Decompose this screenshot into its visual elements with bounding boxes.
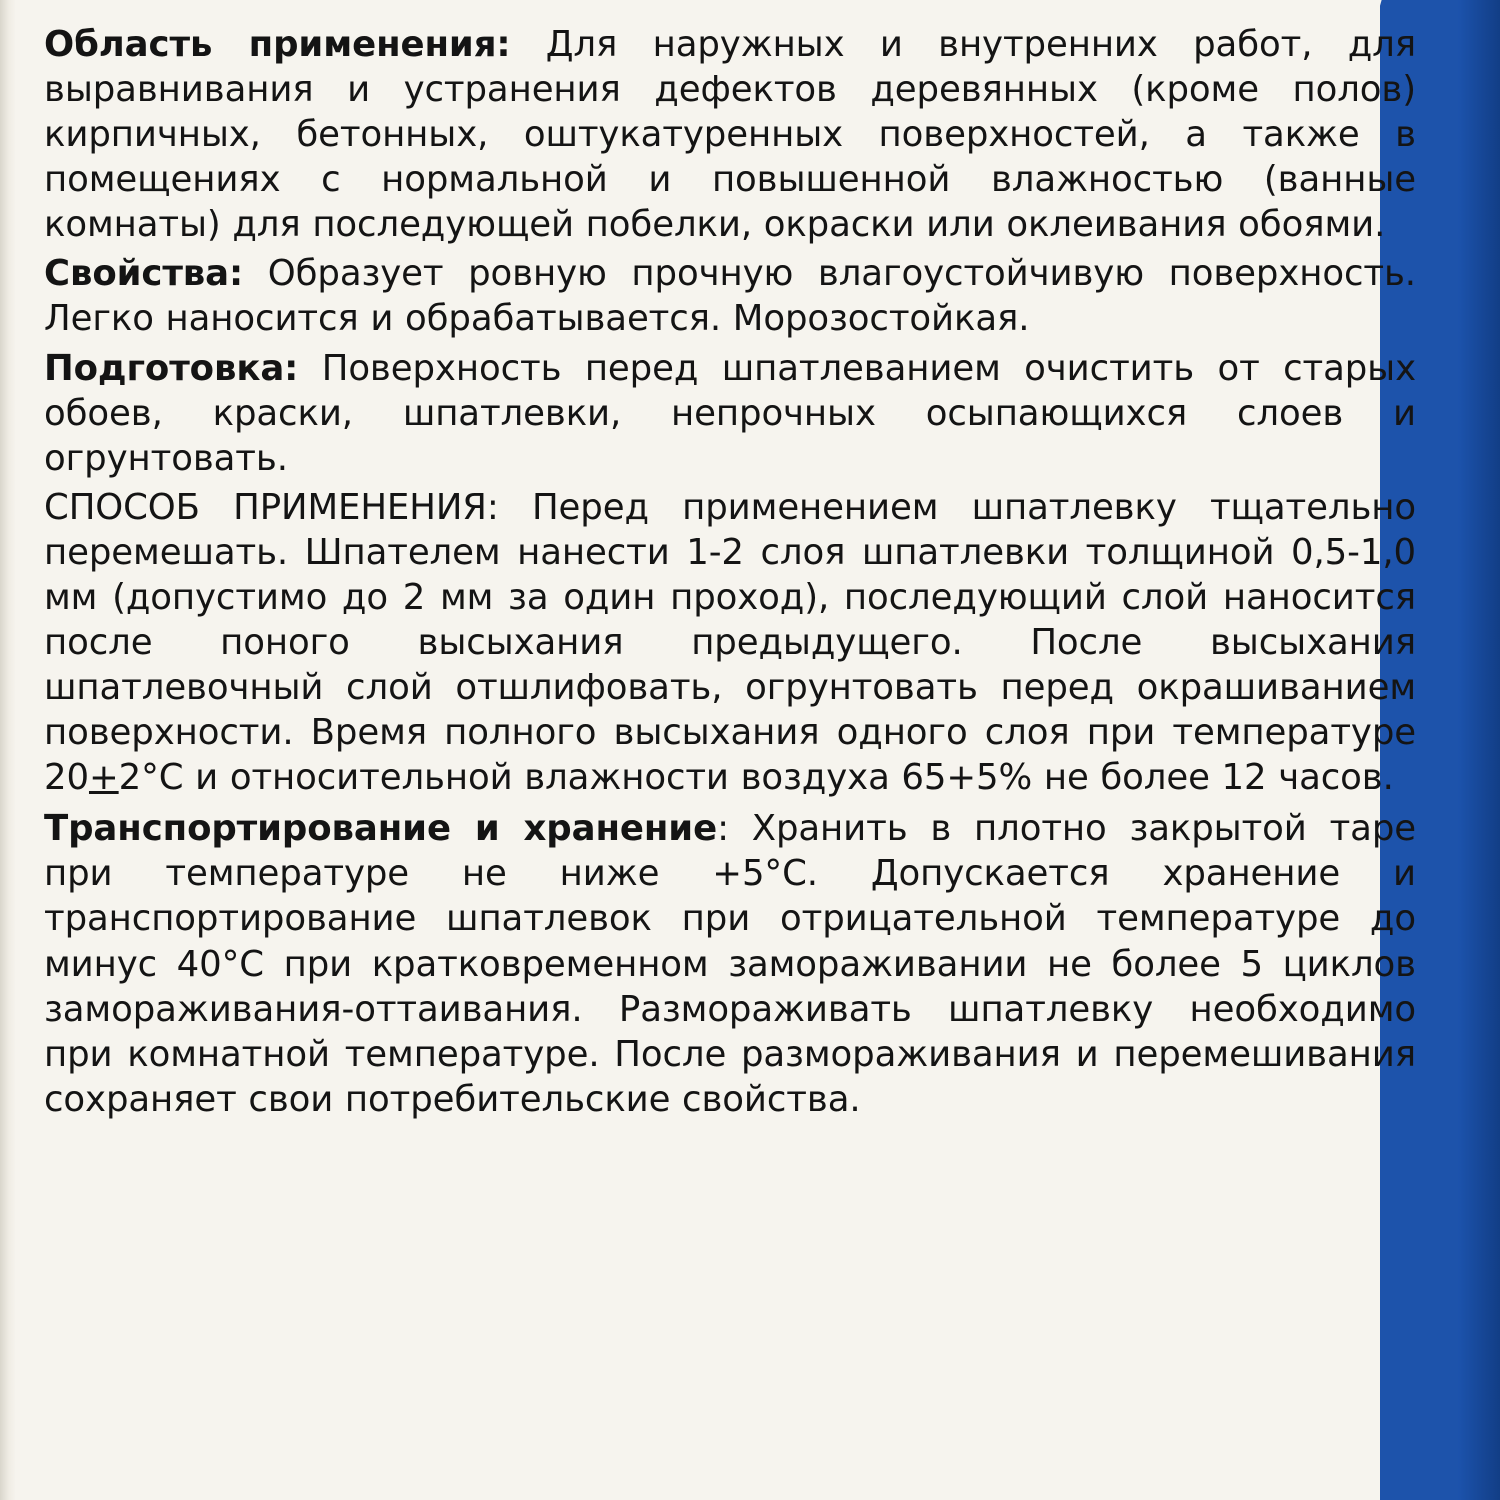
label-text-content xyxy=(44,22,1416,1122)
section-preparation xyxy=(44,346,1416,481)
section-method-body-part-2: и относительной влажности воздуха 65+5% не более 12 часов. xyxy=(183,757,1394,799)
section-method-heading: СПОСОБ ПРИМЕНЕНИЯ: xyxy=(44,486,499,528)
section-application xyxy=(44,22,1416,247)
section-preparation-body: Поверхность перед шпатлеванием очистить от старых обоев, краски, шпатлевки, непрочных осыпающихся слоев и огрунтовать. xyxy=(44,347,1416,479)
section-properties-heading: Свойства: xyxy=(44,253,244,295)
section-method xyxy=(44,485,1416,801)
section-storage xyxy=(44,806,1416,1122)
package-left-edge xyxy=(0,0,16,1500)
section-properties xyxy=(44,251,1416,341)
section-storage-body: : Хранить в плотно закрытой таре при температуре не ниже +5°С. Допускается хранение и транспортирование шпатлевок при отрицательной температуре до минус 40°С при кратковременном замораживании не более 5 циклов замораживания-оттаивания. Размораживать шпатлевку необходимо при комнатной температуре. После размораживания и перемешивания сохраняет свои потребительские свойства. xyxy=(44,808,1416,1120)
section-method-body-part-1: Перед применением шпатлевку тщательно перемешать. Шпателем нанести 1-2 слоя шпатлевки толщиной 0,5-1,0 мм (допустимо до 2 мм за один проход), последующий слой наносится после поного высыхания предыдущего. После высыхания шпатлевочный слой отшлифовать, огрунтовать перед окрашиванием поверхности. Время полного высыхания одного слоя при температуре 20 xyxy=(44,486,1417,799)
temperature-value xyxy=(89,757,184,798)
temperature-unit: °С xyxy=(141,757,184,799)
section-application-body: Для наружных и внутренних работ, для выравнивания и устранения дефектов деревянных (кроме полов) кирпичных, бетонных, оштукатуренных поверхностей, а также в помещениях с нормальной и повышенной влажностью (ванные комнаты) для последующей побелки, окраски или оклеивания обоями. xyxy=(44,24,1416,246)
temperature-tolerance-sign: + xyxy=(88,757,119,799)
section-application-heading: Область применения: xyxy=(44,24,511,65)
temperature-tolerance-value: 2 xyxy=(118,757,142,799)
section-storage-heading: Транспортирование и хранение xyxy=(44,808,718,850)
section-properties-body: Образует ровную прочную влагоустойчивую поверхность. Легко наносится и обрабатывается. Морозостойкая. xyxy=(44,253,1416,340)
section-preparation-heading: Подготовка: xyxy=(44,347,299,389)
